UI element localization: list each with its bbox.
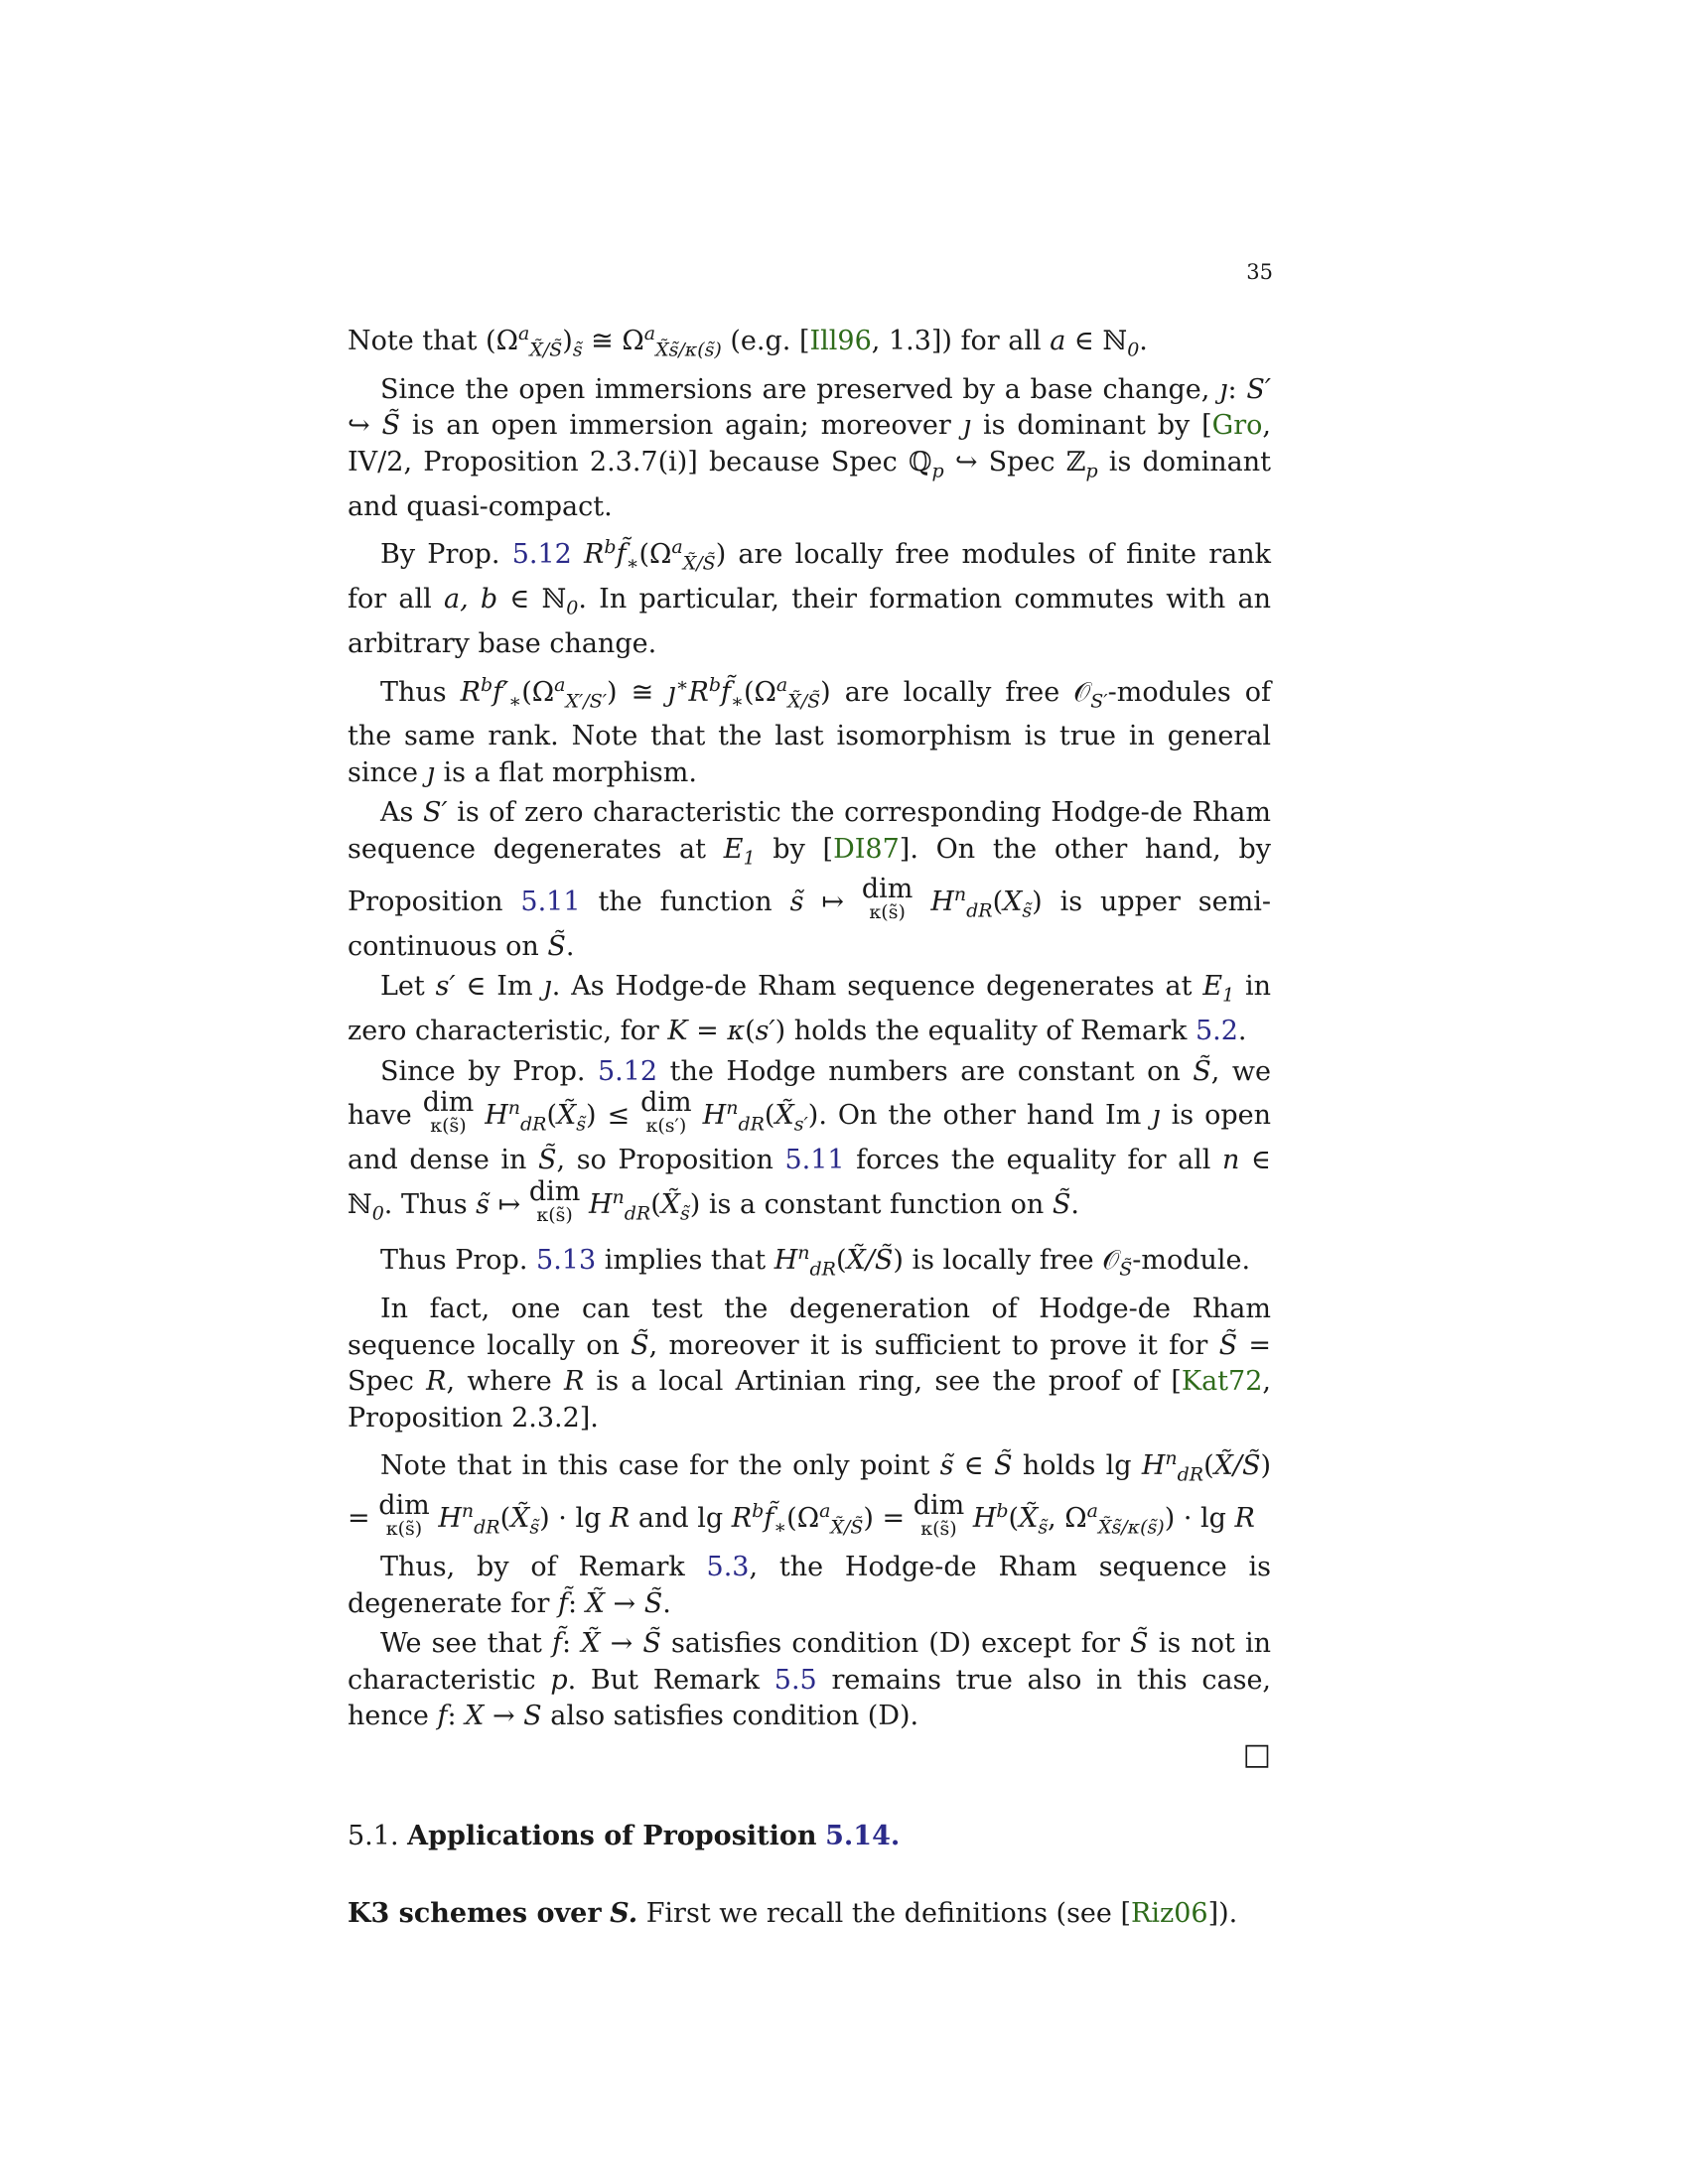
math-symbol: R bbox=[584, 539, 605, 571]
subscript: 0 bbox=[566, 597, 579, 619]
math-symbol: S̃ bbox=[642, 1628, 661, 1660]
paragraph bbox=[348, 1292, 1271, 1436]
subscript: dR bbox=[1177, 1463, 1204, 1486]
subscript: S′ bbox=[1090, 689, 1108, 712]
math-symbol: ȷ bbox=[962, 410, 972, 442]
subscript: 1 bbox=[1222, 984, 1235, 1007]
math-symbol: S bbox=[523, 1701, 542, 1732]
subscript: dR bbox=[966, 899, 993, 922]
subscript: ∗ bbox=[731, 689, 744, 712]
text-run: ) is locally free 𝒪 bbox=[893, 1245, 1120, 1277]
math-symbol: S̃ bbox=[994, 1450, 1013, 1482]
citation-link[interactable]: DI87 bbox=[833, 833, 900, 865]
text-run: Thus, by of Remark bbox=[380, 1552, 707, 1583]
text-run bbox=[692, 1100, 703, 1131]
paragraph bbox=[348, 316, 1271, 368]
citation-link[interactable]: Riz06 bbox=[1131, 1898, 1208, 1930]
superscript: a bbox=[643, 323, 656, 344]
math-symbol: H bbox=[774, 1245, 798, 1277]
subscript: p bbox=[1085, 460, 1098, 482]
text-run: in zero characteristic, for bbox=[348, 971, 1271, 1047]
math-symbol: S̃ bbox=[1193, 1055, 1211, 1087]
paragraph bbox=[348, 795, 1271, 965]
superscript: n bbox=[953, 883, 967, 905]
subscript: s̃ bbox=[1038, 1516, 1049, 1539]
math-symbol: f bbox=[437, 1701, 448, 1732]
text-run: ( bbox=[764, 1100, 775, 1132]
page-number: 35 bbox=[1246, 260, 1273, 284]
text-run bbox=[580, 1189, 589, 1220]
math-symbol: S̃ bbox=[538, 1145, 557, 1176]
dim-subscript: κ(s̃) bbox=[869, 900, 906, 923]
math-symbol: X bbox=[1003, 886, 1023, 917]
k3-text: First we recall the definitions (see [ bbox=[645, 1898, 1132, 1930]
math-symbol: R bbox=[460, 676, 481, 708]
text-run: = Spec bbox=[348, 1329, 1271, 1398]
math-symbol: p bbox=[550, 1664, 568, 1696]
subscript: X̃s̃/κ(s̃) bbox=[1097, 1516, 1165, 1539]
section-title: Applications of Proposition bbox=[407, 1820, 817, 1851]
reference-link[interactable]: 5.11 bbox=[520, 886, 581, 917]
text-run: implies that bbox=[596, 1245, 774, 1277]
math-symbol: X bbox=[465, 1701, 485, 1732]
section-title-ref[interactable]: 5.14. bbox=[825, 1820, 901, 1851]
proof-paragraphs bbox=[348, 316, 1271, 1735]
superscript: b bbox=[752, 1500, 765, 1523]
dim-subscript: κ(s̃) bbox=[536, 1203, 573, 1226]
text-run: holds lg bbox=[1012, 1450, 1142, 1482]
math-symbol: R bbox=[609, 1503, 631, 1535]
text-run: , IV/2, Proposition 2.3.7(i)] because Spec ℚ bbox=[348, 410, 1271, 478]
subscript: dR bbox=[738, 1113, 765, 1136]
subscript: ∗ bbox=[508, 689, 522, 712]
text-run: Since the open immersions are preserved by a base change, bbox=[380, 373, 1220, 405]
text-run: , Ω bbox=[1048, 1503, 1087, 1535]
subscript: X̃/S̃ bbox=[787, 689, 821, 712]
section-heading bbox=[348, 1819, 1271, 1855]
superscript: b bbox=[708, 673, 722, 696]
math-symbol: s′ bbox=[755, 1016, 775, 1047]
text-run: , where bbox=[446, 1366, 564, 1398]
text-run: is of zero characteristic the corresponding Hodge-de Rham sequence degenerates at bbox=[348, 797, 1272, 865]
math-symbol: H bbox=[1141, 1450, 1166, 1482]
text-run: -modules of the same rank. Note that the last isomorphism is true in general since bbox=[348, 676, 1271, 788]
text-run: Thus bbox=[380, 676, 461, 708]
paragraph bbox=[348, 372, 1271, 525]
text-run: ∈ ℕ bbox=[348, 1145, 1271, 1220]
dim-label: dim bbox=[378, 1490, 430, 1522]
subscript: X̃/S̃ bbox=[830, 1516, 864, 1539]
math-symbol: ȷ bbox=[543, 971, 552, 1003]
dim-label: dim bbox=[861, 873, 914, 904]
text-run: . bbox=[1070, 1188, 1079, 1220]
text-run: . bbox=[662, 1587, 671, 1619]
text-run: . bbox=[1139, 326, 1148, 356]
paragraph bbox=[348, 1626, 1271, 1735]
text-run: by [ bbox=[755, 833, 834, 865]
math-symbol: S̃ bbox=[1052, 1188, 1071, 1220]
text-run: ( bbox=[835, 1245, 847, 1277]
superscript: ∗ bbox=[675, 673, 689, 696]
text-run: is an open immersion again; moreover bbox=[400, 410, 963, 442]
text-run: → bbox=[484, 1701, 524, 1732]
subscript: ∗ bbox=[626, 552, 639, 575]
text-run: : bbox=[568, 1587, 586, 1619]
math-symbol: S̃ bbox=[643, 1587, 663, 1619]
reference-link[interactable]: 5.11 bbox=[784, 1145, 845, 1176]
text-run: . In particular, their formation commutes with an arbitrary base change. bbox=[348, 584, 1271, 660]
citation-link[interactable]: Kat72 bbox=[1181, 1366, 1263, 1398]
text-run: , so Proposition bbox=[556, 1145, 785, 1176]
subscript: 0 bbox=[1127, 339, 1140, 361]
text-run: → bbox=[600, 1628, 643, 1660]
text-run: ↪ Spec ℤ bbox=[943, 446, 1086, 478]
math-symbol: H bbox=[930, 886, 954, 917]
math-symbol: S̃ bbox=[631, 1329, 649, 1361]
superscript: b bbox=[604, 536, 617, 559]
text-run: satisfies condition (D) except for bbox=[660, 1628, 1131, 1660]
text-run: . As Hodge-de Rham sequence degenerates at bbox=[551, 971, 1203, 1003]
text-run: (Ω bbox=[786, 1503, 820, 1535]
text-run: is a flat morphism. bbox=[434, 756, 697, 788]
text-run: ( bbox=[499, 1503, 511, 1535]
math-symbol: f′ bbox=[492, 676, 509, 708]
math-symbol: E bbox=[1202, 971, 1223, 1003]
subscript: s̃ bbox=[572, 339, 583, 361]
text-run bbox=[572, 539, 584, 570]
text-run: ) are locally free modules of finite rank for all bbox=[348, 539, 1271, 615]
math-symbol: f̃ bbox=[616, 539, 627, 571]
reference-link[interactable]: 5.3 bbox=[706, 1552, 750, 1583]
dim-operator bbox=[913, 1490, 965, 1541]
text-run: . bbox=[565, 930, 575, 962]
text-run: ) · lg bbox=[539, 1503, 610, 1535]
subscript: S̃ bbox=[1119, 1258, 1133, 1281]
reference-link[interactable]: 5.2 bbox=[1195, 1016, 1238, 1047]
subscript: s′ bbox=[793, 1113, 808, 1136]
math-symbol: E bbox=[723, 833, 744, 865]
text-run: Since by Prop. bbox=[380, 1055, 598, 1087]
reference-link[interactable]: 5.12 bbox=[597, 1055, 658, 1087]
text-run bbox=[474, 1100, 485, 1131]
math-symbol: f̃ bbox=[764, 1503, 774, 1535]
text-run: ) · lg bbox=[1164, 1503, 1235, 1535]
text-run: Let bbox=[380, 971, 436, 1003]
reference-link[interactable]: 5.5 bbox=[774, 1664, 817, 1696]
text-run: → bbox=[604, 1587, 644, 1619]
superscript: a bbox=[517, 323, 530, 344]
dim-label: dim bbox=[528, 1175, 581, 1207]
text-run bbox=[964, 1503, 973, 1534]
dim-operator bbox=[528, 1175, 581, 1226]
dim-operator bbox=[861, 873, 914, 923]
text-run: (e.g. [ bbox=[721, 326, 810, 356]
text-run: ( bbox=[745, 1016, 756, 1047]
text-run: remains true also in this case, hence bbox=[348, 1664, 1272, 1732]
math-symbol: K bbox=[667, 1016, 688, 1047]
superscript: b bbox=[481, 673, 493, 696]
superscript: b bbox=[996, 1500, 1009, 1523]
text-run: ∈ Im bbox=[455, 971, 544, 1003]
reference-link[interactable]: 5.13 bbox=[536, 1245, 597, 1277]
math-symbol: ȷ bbox=[426, 756, 435, 788]
dim-label: dim bbox=[422, 1087, 475, 1119]
text-run: -module. bbox=[1132, 1245, 1251, 1277]
math-symbol: f̃ bbox=[551, 1628, 562, 1660]
subscript: dR bbox=[809, 1258, 836, 1281]
subscript: s̃ bbox=[529, 1516, 540, 1539]
paragraph bbox=[348, 667, 1271, 792]
text-run: the Hodge numbers are constant on bbox=[657, 1055, 1194, 1087]
text-run: is open and dense in bbox=[348, 1100, 1271, 1176]
k3-heading: K3 schemes over bbox=[348, 1898, 602, 1930]
subscript: X̃/S̃ bbox=[529, 339, 563, 361]
text-run: and lg bbox=[630, 1503, 732, 1535]
math-symbol: s′ bbox=[435, 971, 456, 1003]
math-symbol: S′ bbox=[1246, 373, 1271, 405]
superscript: a bbox=[554, 673, 566, 696]
superscript: n bbox=[461, 1500, 475, 1523]
text-run: Note that (Ω bbox=[348, 326, 518, 356]
text-run: (Ω bbox=[521, 676, 555, 708]
dim-subscript: κ(s′) bbox=[645, 1115, 687, 1138]
math-symbol: S̃ bbox=[547, 930, 566, 962]
superscript: n bbox=[612, 1185, 625, 1208]
text-run: ∈ bbox=[953, 1450, 995, 1482]
dim-label: dim bbox=[640, 1087, 692, 1119]
superscript: a bbox=[671, 536, 683, 559]
text-run: In fact, one can test the degeneration of Hodge-de Rham sequence locally on bbox=[348, 1294, 1271, 1361]
dim-subscript: κ(s̃) bbox=[430, 1115, 467, 1138]
math-symbol: X̃/S̃ bbox=[1213, 1450, 1261, 1482]
text-run: ) bbox=[562, 326, 573, 356]
text-run: ) = bbox=[348, 1450, 1271, 1535]
text-run: , the Hodge-de Rham sequence is degenerate for bbox=[348, 1552, 1271, 1619]
math-symbol: R bbox=[563, 1366, 585, 1398]
subscript: dR bbox=[520, 1113, 547, 1136]
math-symbol: S′ bbox=[422, 797, 448, 829]
superscript: n bbox=[726, 1097, 739, 1120]
math-symbol: f̃ bbox=[558, 1587, 569, 1619]
k3-heading-var: S. bbox=[610, 1898, 638, 1930]
text-run: is a local Artinian ring, see the proof of [ bbox=[584, 1366, 1182, 1398]
text-run: ]. On the other hand, by Proposition bbox=[348, 833, 1271, 917]
text-run: ) ≅ bbox=[607, 676, 668, 708]
paragraph bbox=[348, 1550, 1271, 1622]
math-symbol: ȷ bbox=[1152, 1100, 1161, 1132]
math-symbol: n bbox=[1222, 1145, 1240, 1176]
superscript: a bbox=[1086, 1500, 1098, 1523]
dim-operator bbox=[640, 1087, 692, 1138]
subscript: dR bbox=[624, 1201, 651, 1224]
math-symbol: R bbox=[426, 1366, 447, 1398]
subscript: s̃ bbox=[576, 1113, 587, 1136]
text-run: ). On the other hand Im bbox=[807, 1100, 1153, 1132]
math-symbol: R bbox=[688, 676, 709, 708]
text-run: ( bbox=[992, 886, 1004, 917]
math-symbol: H bbox=[702, 1100, 727, 1132]
superscript: n bbox=[1165, 1447, 1178, 1470]
math-symbol: S̃ bbox=[1130, 1628, 1149, 1660]
text-run: ( bbox=[546, 1100, 558, 1132]
text-run: = bbox=[687, 1016, 728, 1047]
text-run: : bbox=[561, 1628, 582, 1660]
math-symbol: X̃ bbox=[510, 1503, 530, 1535]
math-symbol: f̃ bbox=[721, 676, 732, 708]
math-symbol: H bbox=[485, 1100, 508, 1132]
text-run: ≅ Ω bbox=[582, 326, 644, 356]
math-symbol: R bbox=[1234, 1503, 1255, 1535]
math-symbol: X̃ bbox=[1019, 1503, 1039, 1535]
text-run: , Proposition 2.3.2]. bbox=[348, 1366, 1271, 1433]
subscript: dR bbox=[474, 1516, 500, 1539]
text-run: ) is upper semi-continuous on bbox=[348, 886, 1271, 962]
text-run: Thus Prop. bbox=[380, 1245, 537, 1277]
math-symbol: X̃ bbox=[774, 1100, 794, 1132]
text-run: As bbox=[380, 797, 423, 829]
text-run: (Ω bbox=[638, 539, 672, 571]
dim-subscript: κ(s̃) bbox=[385, 1518, 423, 1541]
subscript: X̃/S̃ bbox=[682, 552, 716, 575]
text-run: ( bbox=[650, 1188, 661, 1220]
dim-operator bbox=[378, 1490, 430, 1541]
subscript: s̃ bbox=[680, 1201, 690, 1224]
text-run: the function bbox=[580, 886, 790, 917]
superscript: a bbox=[819, 1500, 831, 1523]
math-symbol: X̃ bbox=[585, 1587, 605, 1619]
text-run: (Ω bbox=[743, 676, 776, 708]
math-symbol: X̃ bbox=[557, 1100, 577, 1132]
paragraph bbox=[348, 1054, 1271, 1232]
text-run: ( bbox=[1203, 1450, 1214, 1482]
dim-operator bbox=[422, 1087, 475, 1138]
text-run: We see that bbox=[380, 1628, 552, 1660]
paragraph bbox=[348, 969, 1271, 1049]
subscript: X̃s̃/κ(s̃) bbox=[655, 339, 722, 361]
paragraph bbox=[348, 1235, 1271, 1288]
math-symbol: S̃ bbox=[1218, 1329, 1238, 1361]
subscript: ∗ bbox=[774, 1516, 787, 1539]
math-symbol: κ bbox=[727, 1016, 746, 1047]
k3-text-end: ]). bbox=[1207, 1898, 1238, 1930]
text-run: is dominant and quasi-compact. bbox=[348, 446, 1271, 522]
text-run: By Prop. bbox=[380, 539, 512, 571]
math-symbol: H bbox=[438, 1503, 462, 1535]
text-run: : bbox=[1227, 373, 1247, 405]
superscript: n bbox=[507, 1097, 521, 1120]
text-run: ) is a constant function on bbox=[689, 1188, 1053, 1220]
text-run: , moreover it is sufficient to prove it for bbox=[648, 1329, 1219, 1361]
superscript: a bbox=[775, 673, 788, 696]
subscript: 1 bbox=[743, 847, 756, 870]
subscript: s̃ bbox=[1022, 899, 1033, 922]
text-run: is dominant by [ bbox=[971, 410, 1212, 442]
text-run: is not in characteristic bbox=[348, 1628, 1271, 1696]
text-run: ↦ bbox=[490, 1188, 529, 1220]
text-run: . Thus bbox=[383, 1188, 477, 1220]
text-run: ) are locally free 𝒪 bbox=[820, 676, 1091, 708]
text-run: ) = bbox=[863, 1503, 914, 1535]
text-run: , 1.3]) for all bbox=[871, 326, 1051, 356]
subscript: X′/S′ bbox=[565, 689, 608, 712]
paragraph bbox=[348, 529, 1271, 662]
citation-link[interactable]: Gro bbox=[1211, 410, 1263, 442]
math-symbol: s̃ bbox=[476, 1188, 491, 1220]
text-run: ↪ bbox=[348, 410, 382, 442]
math-symbol: s̃ bbox=[789, 886, 804, 917]
reference-link[interactable]: 5.12 bbox=[511, 539, 572, 571]
citation-link[interactable]: Ill96 bbox=[809, 326, 872, 356]
body-text bbox=[348, 316, 1271, 1933]
math-symbol: H bbox=[972, 1503, 997, 1535]
text-run: . bbox=[1237, 1016, 1247, 1047]
text-run: Note that in this case for the only point bbox=[380, 1450, 940, 1482]
math-symbol: X̃/S̃ bbox=[846, 1245, 894, 1277]
text-run bbox=[913, 887, 930, 917]
dim-label: dim bbox=[913, 1490, 965, 1522]
text-run: ∈ ℕ bbox=[497, 584, 567, 615]
k3-paragraph bbox=[348, 1896, 1271, 1933]
math-symbol: R bbox=[731, 1503, 753, 1535]
math-symbol: H bbox=[588, 1188, 613, 1220]
text-run: forces the equality for all bbox=[844, 1145, 1223, 1176]
superscript: n bbox=[797, 1242, 810, 1265]
math-symbol: a bbox=[1050, 326, 1066, 356]
dim-subscript: κ(s̃) bbox=[920, 1518, 957, 1541]
text-run: ∈ ℕ bbox=[1065, 326, 1128, 356]
text-run: ↦ bbox=[803, 886, 862, 917]
section-number: 5.1. bbox=[348, 1820, 399, 1851]
text-run: ( bbox=[1008, 1503, 1020, 1535]
math-symbol: X̃ bbox=[660, 1188, 680, 1220]
qed-symbol: □ bbox=[1242, 1736, 1271, 1772]
text-run: , we have bbox=[348, 1055, 1272, 1132]
math-symbol: ȷ bbox=[667, 676, 676, 708]
text-run: : bbox=[447, 1701, 466, 1732]
text-run: ) ≤ bbox=[586, 1100, 641, 1132]
math-symbol: ȷ bbox=[1219, 373, 1228, 405]
text-run: . But Remark bbox=[567, 1664, 774, 1696]
subscript: p bbox=[931, 460, 944, 482]
math-symbol: S̃ bbox=[381, 410, 401, 442]
math-symbol: X̃ bbox=[581, 1628, 601, 1660]
math-symbol: s̃ bbox=[939, 1450, 954, 1482]
subscript: 0 bbox=[371, 1201, 384, 1224]
text-run: also satisfies condition (D). bbox=[541, 1701, 919, 1732]
math-symbol: a, b bbox=[443, 584, 498, 615]
text-run: ) holds the equality of Remark bbox=[774, 1016, 1196, 1047]
paragraph bbox=[348, 1440, 1271, 1546]
